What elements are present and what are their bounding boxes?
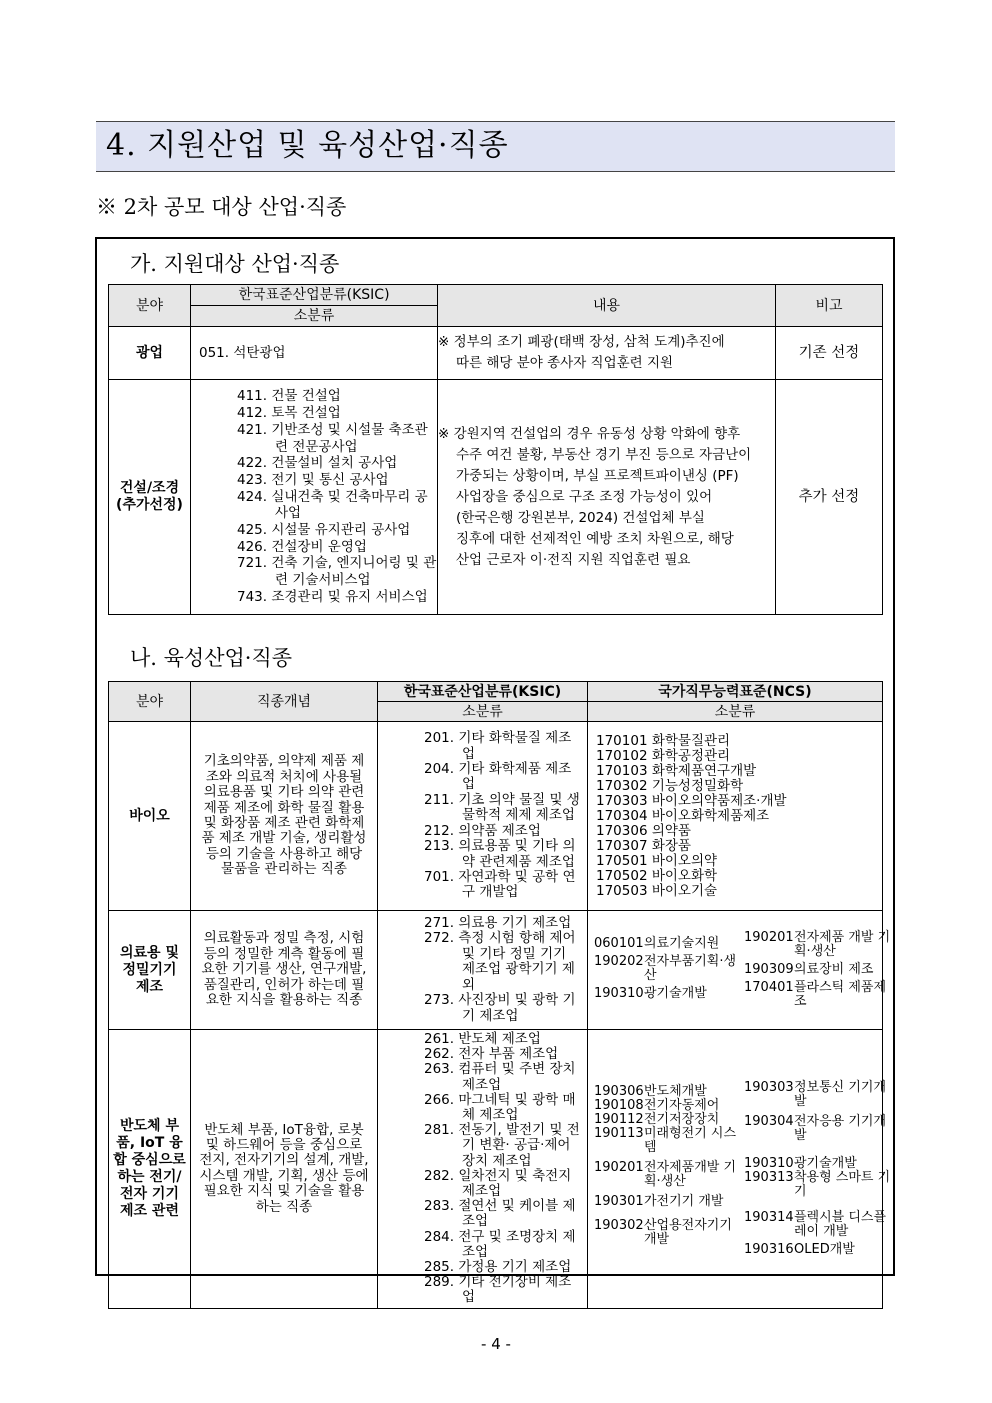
- section-header: [96, 121, 895, 172]
- ncs-name: 플렉시블 디스플레이 개발: [794, 1209, 887, 1239]
- ncs-item: [744, 1211, 894, 1239]
- remark-cell: 기존 선정: [776, 327, 883, 380]
- ksic-code: 201. 기타 화학물질 제조업: [424, 730, 572, 762]
- content-line: 징후에 대한 선제적인 예방 조치 차원으로, 해당: [456, 530, 734, 547]
- ncs-item: 170101 화학물질관리: [596, 732, 731, 749]
- ncs-item: [594, 937, 744, 951]
- ncs-name: 전기저장장치: [644, 1111, 720, 1127]
- ncs-cell: [588, 1030, 891, 1309]
- ncs-name: 전자응용 기기개발: [794, 1113, 887, 1143]
- table-row: [109, 380, 883, 615]
- ncs-item: [744, 981, 894, 1009]
- table-row: [109, 911, 883, 1030]
- remark-cell: 추가 선정: [776, 380, 883, 615]
- ncs-name: 전자제품 개발 기획·생산: [794, 930, 891, 959]
- ksic-code: 412. 토목 건설업: [237, 405, 341, 422]
- ncs-code: 190306: [594, 1083, 644, 1099]
- ncs-name: 정보통신 기기개발: [794, 1079, 887, 1109]
- content-line: (한국은행 강원본부, 2024) 건설업체 부실: [456, 509, 705, 526]
- ksic-code: 422. 건물설비 설치 공사업: [237, 455, 398, 472]
- ncs-cell: [588, 911, 891, 1030]
- ncs-item: [594, 1099, 744, 1113]
- header-concept: 직종개념: [191, 682, 378, 722]
- table-row: [109, 722, 883, 911]
- ncs-item: [594, 1195, 744, 1209]
- ncs-item: 170307 화장품: [596, 837, 691, 854]
- header-remark: 비고: [776, 285, 883, 327]
- ksic-code: 721. 건축 기술, 엔지니어링 및 관련 기술서비스업: [237, 555, 437, 589]
- header-ksic: 한국표준산업분류(KSIC): [191, 285, 438, 306]
- ncs-item: [744, 931, 894, 959]
- ncs-item: 170103 화학제품연구개발: [596, 762, 757, 779]
- ksic-code: 211. 기초 의약 물질 및 생물학적 제제 제조업: [424, 791, 580, 824]
- page-number: - 4 -: [481, 1335, 511, 1353]
- ncs-item: 170102 화학공정관리: [596, 747, 731, 764]
- ncs-item: 170503 바이오기술: [596, 882, 718, 899]
- ncs-grid: [588, 930, 891, 1009]
- growth-industry-table: [108, 681, 891, 1309]
- ncs-code: 190310: [594, 986, 644, 1001]
- field-cell: 건설/조경 (추가선정): [109, 380, 191, 615]
- ncs-item: [594, 955, 744, 983]
- ncs-item: 170306 의약품: [596, 822, 691, 839]
- ksic-code: 273. 사진장비 및 광학 기기 제조업: [424, 992, 576, 1024]
- field-cell: 반도체 부품, IoT 융합 중심으로 하는 전기/전자 기기 제조 관련: [109, 1030, 191, 1309]
- ncs-item: [594, 1219, 744, 1247]
- ncs-column-left: [594, 1081, 744, 1257]
- ncs-item: [744, 1081, 894, 1109]
- ksic-code: 282. 일차전지 및 축전지 제조업: [424, 1167, 572, 1200]
- ksic-code-list: [378, 1030, 588, 1309]
- ncs-code: 190309: [744, 962, 794, 977]
- ncs-name: 착용형 스마트 기기: [794, 1169, 891, 1199]
- ksic-code: 212. 의약품 제조업: [424, 822, 541, 839]
- ncs-item: [594, 987, 744, 1001]
- ncs-item: [594, 1113, 744, 1127]
- ksic-code: 701. 자연과학 및 공학 연구 개발업: [424, 868, 576, 901]
- ncs-code: 190301: [594, 1193, 644, 1209]
- ncs-code: 190112: [594, 1111, 644, 1127]
- content-line: 따른 해당 분야 종사자 직업훈련 지원: [456, 355, 674, 371]
- ksic-code: 271. 의료용 기기 제조업: [424, 915, 572, 932]
- header-field: 분야: [109, 682, 191, 722]
- concept-cell: 기초의약품, 의약제 제품 제조와 의료적 처치에 사용될 의료용품 및 기타 의약 관련 제품 제조에 화학 물질 활용 및 화장품 제조 관련 화학제품 제조 개발 기술, 생리활성 등의 기술을 사용하고 해당 물품을 관리하는 직종: [191, 722, 378, 911]
- ksic-code-list: [378, 911, 588, 1030]
- ksic-code-list: [378, 722, 588, 911]
- ksic-code: 272. 측정 시험 항해 제어 및 기타 정밀 기기 제조업 광학기기 제외: [424, 930, 576, 993]
- header-ksic: 한국표준산업분류(KSIC): [378, 682, 588, 702]
- ncs-code: 190202: [594, 954, 644, 969]
- content-line: 수주 여건 불황, 부동산 경기 부진 등으로 자금난이: [456, 446, 752, 463]
- ksic-code: 743. 조경관리 및 유지 서비스업: [237, 588, 428, 605]
- header-ncs: 국가직무능력표준(NCS): [588, 682, 883, 702]
- ncs-column-left: [594, 931, 744, 1009]
- ncs-name: 의료장비 제조: [794, 962, 874, 977]
- ncs-name: 전자부품기획·생산: [644, 954, 737, 983]
- ksic-code-list: [191, 380, 438, 615]
- ksic-code: 411. 건물 건설업: [237, 388, 341, 405]
- ncs-item: [744, 1115, 894, 1143]
- ncs-code: 190303: [744, 1079, 794, 1095]
- ncs-code: 170401: [744, 980, 794, 995]
- ncs-item: 170501 바이오의약: [596, 852, 718, 869]
- field-cell: 의료용 및 정밀기기 제조: [109, 911, 191, 1030]
- ncs-code: 190313: [744, 1169, 794, 1185]
- ksic-code: 262. 전자 부품 제조업: [424, 1046, 559, 1063]
- header-ncs-sub: 소분류: [588, 702, 883, 722]
- part-b-title: 나. 육성산업·직종: [130, 646, 293, 670]
- content-line: 사업장을 중심으로 구조 조정 가능성이 있어: [456, 488, 713, 505]
- field-cell: 광업: [109, 327, 191, 380]
- content-cell: [438, 380, 776, 615]
- table-row: [109, 327, 883, 380]
- ncs-item: 170303 바이오의약품제조·개발: [596, 792, 787, 809]
- section-title: 4. 지원산업 및 육성산업·직종: [106, 128, 509, 163]
- ksic-code: 421. 기반조성 및 시설물 축조관련 전문공사업: [237, 421, 428, 455]
- ncs-item: [744, 1171, 894, 1199]
- ksic-code: 283. 절연선 및 케이블 제조업: [424, 1198, 576, 1230]
- ncs-column-right: [744, 931, 894, 1009]
- ksic-code: 263. 컴퓨터 및 주변 장치 제조업: [424, 1061, 576, 1093]
- header-content: 내용: [438, 285, 776, 327]
- ncs-name: 산업용전자기기 개발: [644, 1217, 732, 1247]
- concept-cell: 반도체 부품, IoT융합, 로봇 및 하드웨어 등을 중심으로 전지, 전자기기의 설계, 개발, 시스템 개발, 기획, 생산 등에 필요한 지식 및 기술을 활용하는 직종: [191, 1030, 378, 1309]
- part-a-title: 가. 지원대상 산업·직종: [130, 252, 340, 276]
- ncs-name: 광기술개발: [794, 1155, 857, 1171]
- content-line: 산업 근로자 이·전직 지원 직업훈련 필요: [456, 551, 691, 568]
- ncs-column-right: [744, 1081, 894, 1257]
- ncs-item: [744, 1243, 894, 1257]
- ncs-item: [594, 1161, 744, 1189]
- header-ksic-sub: 소분류: [191, 306, 438, 327]
- ksic-code: 204. 기타 화학제품 제조업: [424, 761, 572, 793]
- ncs-name: OLED개발: [794, 1241, 855, 1257]
- ksic-code: 424. 실내건축 및 건축마무리 공사업: [237, 488, 428, 522]
- ksic-code: 285. 가정용 기기 제조업: [424, 1259, 572, 1276]
- ncs-item: [744, 1157, 894, 1171]
- ncs-code: 190108: [594, 1097, 644, 1113]
- ksic-code: 425. 시설물 유지관리 공사업: [237, 522, 411, 539]
- content-line: ※ 정부의 조기 폐광(태백 장성, 삼척 도계)추진에: [438, 334, 725, 350]
- ksic-code: 051. 석탄광업: [191, 327, 438, 380]
- ncs-list: [588, 722, 883, 911]
- ncs-item: [594, 1127, 744, 1155]
- ncs-name: 반도체개발: [644, 1083, 707, 1099]
- ncs-code: 190201: [744, 930, 794, 945]
- concept-cell: 의료활동과 정밀 측정, 시험 등의 정밀한 계측 활동에 필요한 기기를 생산, 연구개발, 품질관리, 인허가 하는데 필요한 지식을 활용하는 직종: [191, 911, 378, 1030]
- ksic-code: 289. 기타 전기장비 제조업: [424, 1274, 572, 1306]
- ncs-code: 190310: [744, 1155, 794, 1171]
- support-industry-table: [108, 284, 883, 615]
- table-row: [109, 1030, 883, 1309]
- ncs-name: 미래형전기 시스템: [644, 1125, 737, 1155]
- ncs-code: 190314: [744, 1209, 794, 1225]
- ncs-code: 190304: [744, 1113, 794, 1129]
- header-field: 분야: [109, 285, 191, 327]
- ncs-code: 060101: [594, 936, 644, 951]
- ksic-code: 423. 전기 및 통신 공사업: [237, 471, 389, 488]
- ksic-code: 281. 전동기, 발전기 및 전기 변환· 공급·제어 장치 제조업: [424, 1122, 580, 1169]
- ncs-name: 플라스틱 제품제조: [794, 980, 887, 1009]
- ncs-code: 190316: [744, 1241, 794, 1257]
- ksic-code: 261. 반도체 제조업: [424, 1031, 541, 1047]
- ksic-code: 266. 마그네틱 및 광학 매체 제조업: [424, 1091, 576, 1124]
- field-cell: 바이오: [109, 722, 191, 911]
- ncs-code: 190201: [594, 1159, 644, 1175]
- content-line: 가중되는 상황이며, 부실 프로젝트파이낸싱 (PF): [456, 467, 739, 484]
- content-line: ※ 강원지역 건설업의 경우 유동성 상황 악화에 향후: [438, 425, 741, 442]
- ncs-name: 의료기술지원: [644, 936, 720, 951]
- ncs-item: [594, 1085, 744, 1099]
- ncs-code: 190302: [594, 1217, 644, 1233]
- ncs-name: 가전기기 개발: [644, 1193, 724, 1209]
- section-subtitle: ※ 2차 공모 대상 산업·직종: [96, 195, 347, 219]
- ncs-item: 170304 바이오화학제품제조: [596, 807, 770, 824]
- content-cell: [438, 327, 776, 380]
- ncs-item: 170302 기능성정밀화학: [596, 777, 744, 794]
- ncs-name: 광기술개발: [644, 986, 707, 1001]
- header-ksic-sub: 소분류: [378, 702, 588, 722]
- ncs-item: [744, 963, 894, 977]
- ncs-item: 170502 바이오화학: [596, 867, 718, 884]
- ksic-code: 284. 전구 및 조명장치 제조업: [424, 1228, 576, 1260]
- ksic-code: 426. 건설장비 운영업: [237, 538, 367, 555]
- ksic-code: 213. 의료용품 및 기타 의약 관련제품 제조업: [424, 838, 576, 870]
- ncs-code: 190113: [594, 1125, 644, 1141]
- ncs-name: 전자제품개발 기획·생산: [644, 1159, 737, 1189]
- ncs-grid: [588, 1079, 891, 1257]
- ncs-name: 전기자동제어: [644, 1097, 720, 1113]
